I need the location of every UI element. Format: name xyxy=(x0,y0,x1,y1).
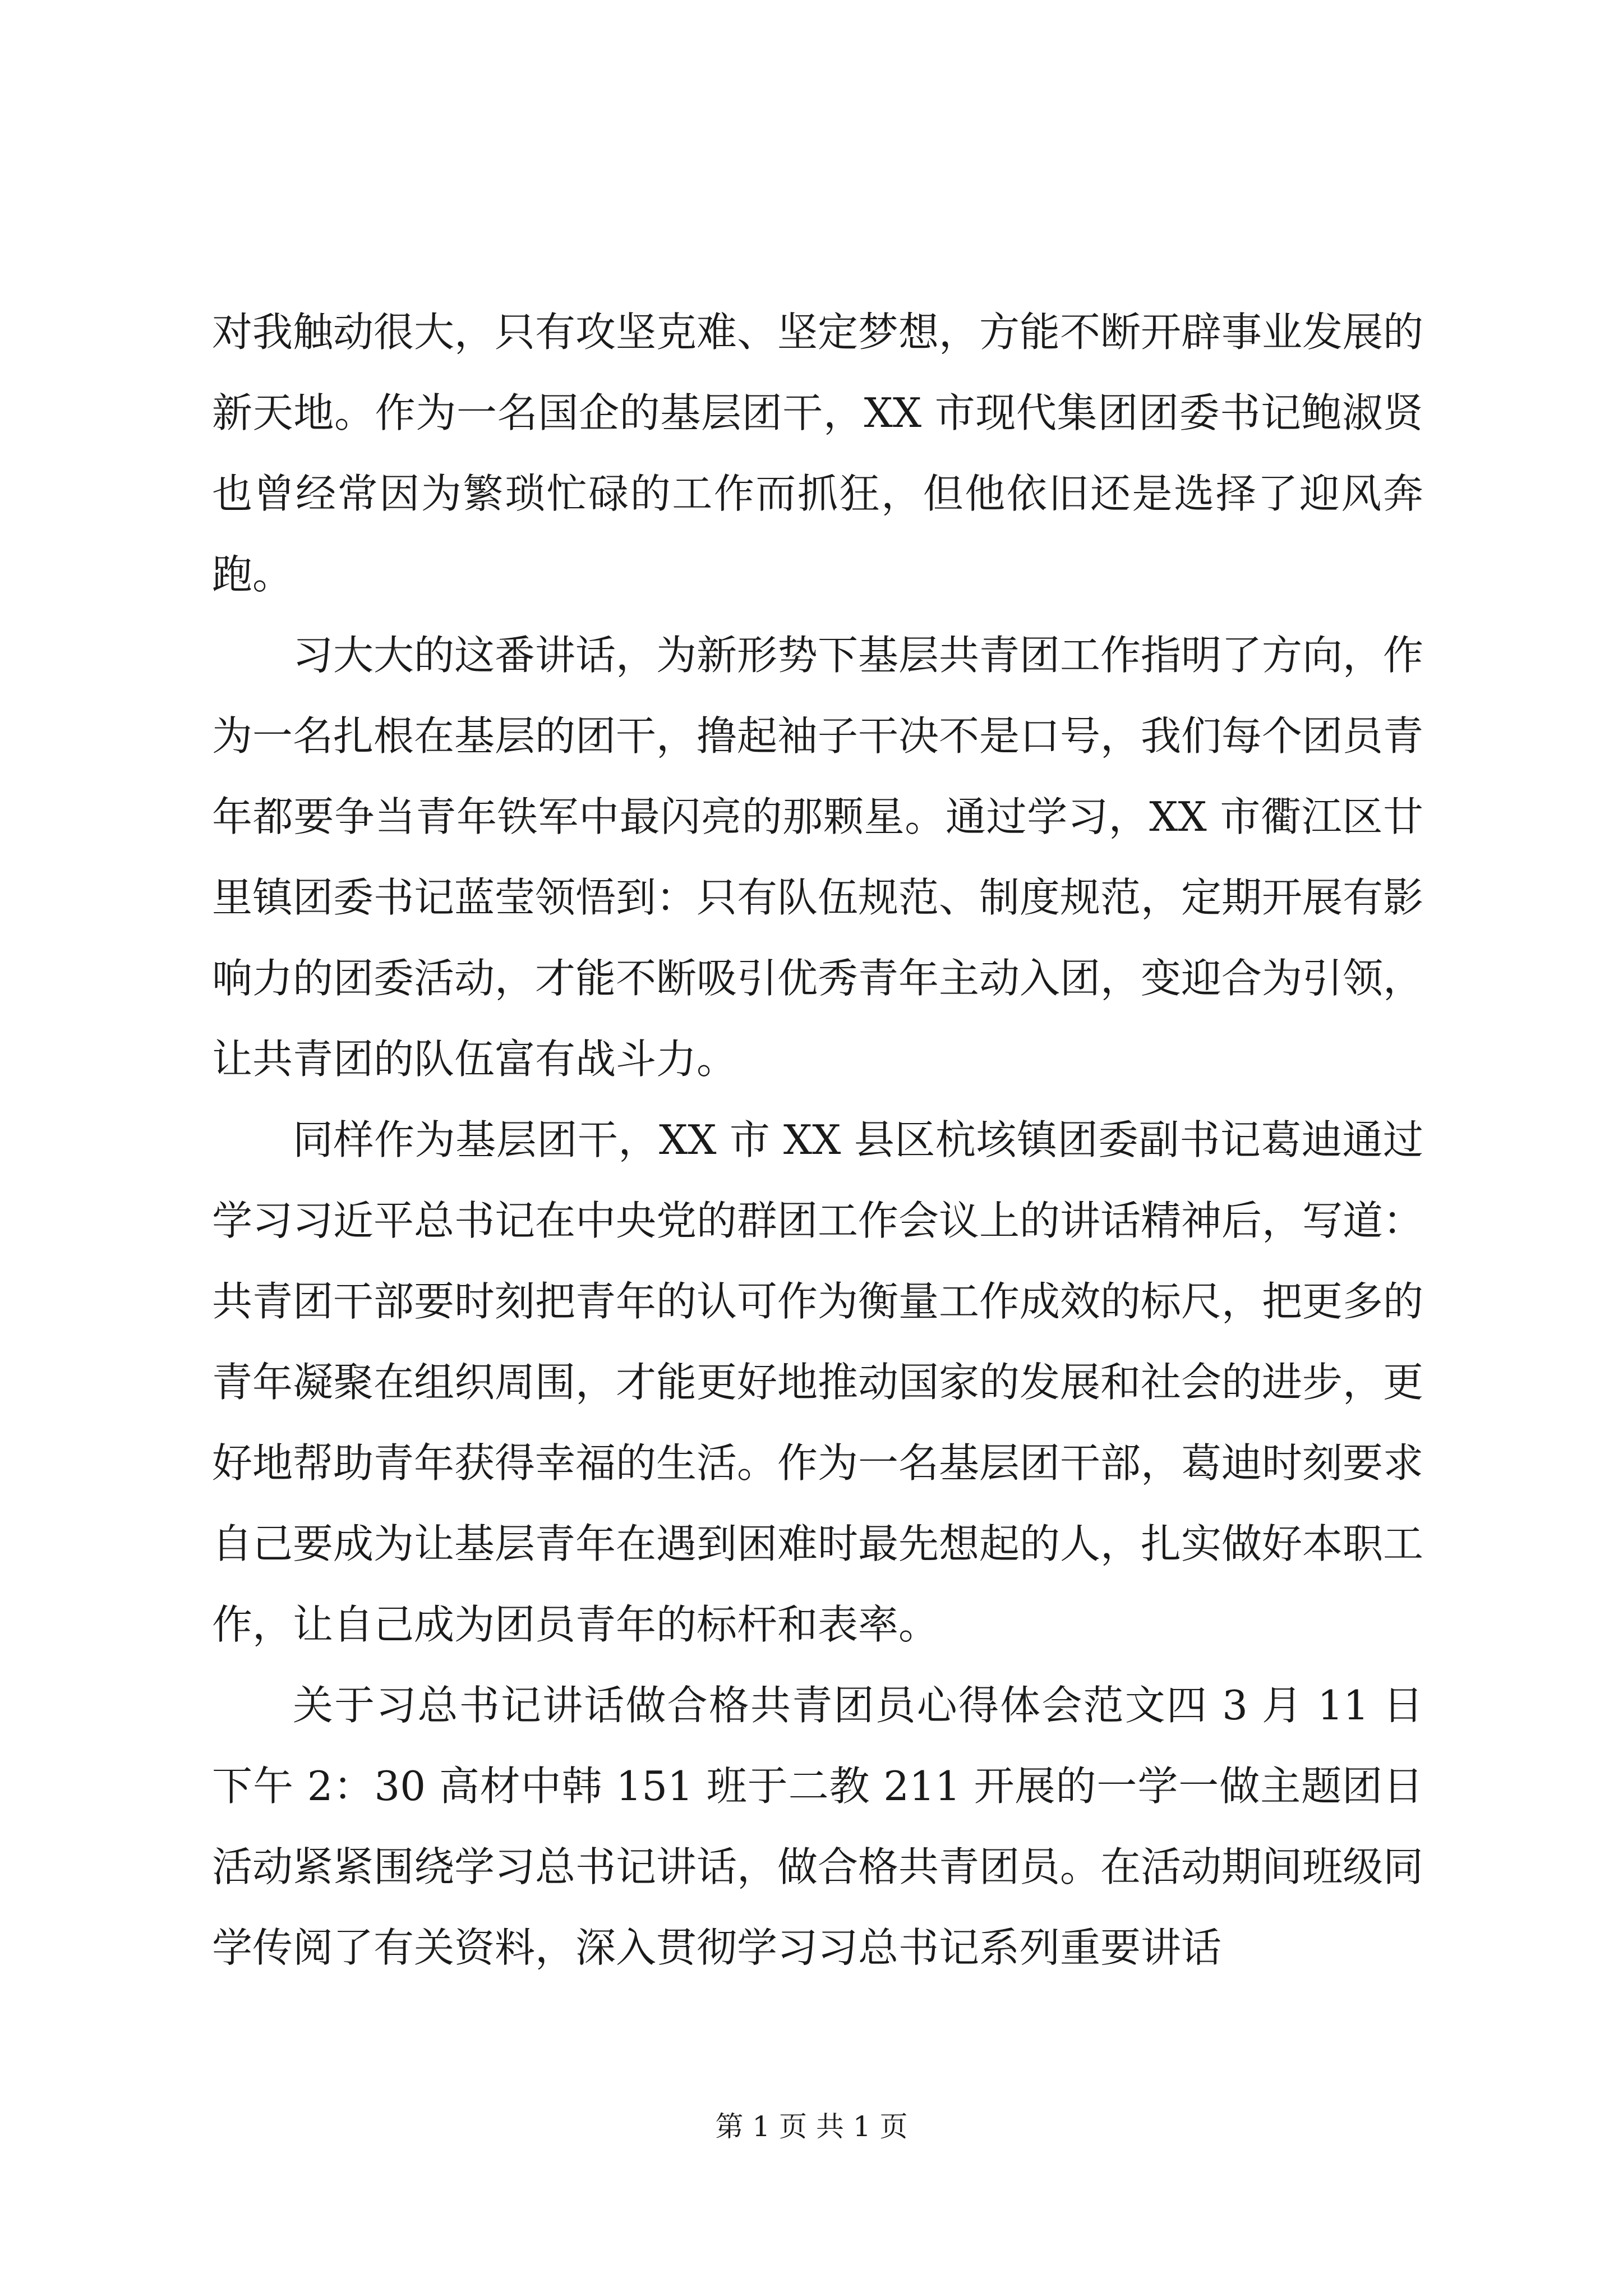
paragraph-2: 习大大的这番讲话，为新形势下基层共青团工作指明了方向，作为一名扎根在基层的团干，撸起袖子干决不是口号，我们每个团员青年都要争当青年铁军中最闪亮的那颗星。通过学习，XX 市衢江区廿里镇团委书记蓝莹领悟到：只有队伍规范、制度规范，定期开展有影响力的团委活动，才能不断吸引优秀青年主动入团，变迎合为引领，让共青团的队伍富有战斗力。 xyxy=(212,632,1424,1083)
paragraph-4: 关于习总书记讲话做合格共青团员心得体会范文四 3 月 11 日下午 2：30 高材中韩 151 班于二教 211 开展的一学一做主题团日活动紧紧围绕学习总书记讲话，做合格共青团员。在活动期间班级同学传阅了有关资料，深入贯彻学习习总书记系列重要讲话 xyxy=(212,1682,1424,1971)
paragraph-3: 同样作为基层团干，XX 市 XX 县区杭垓镇团委副书记葛迪通过学习习近平总书记在中央党的群团工作会议上的讲话精神后，写道：共青团干部要时刻把青年的认可作为衡量工作成效的标尺，把更多的青年凝聚在组织周围，才能更好地推动国家的发展和社会的进步，更好地帮助青年获得幸福的生活。作为一名基层团干部，葛迪时刻要求自己要成为让基层青年在遇到困难时最先想起的人，扎实做好本职工作，让自己成为团员青年的标杆和表率。 xyxy=(212,1116,1424,1648)
paragraph-1: 对我触动很大，只有攻坚克难、坚定梦想，方能不断开辟事业发展的新天地。作为一名国企的基层团干，XX 市现代集团团委书记鲍淑贤也曾经常因为繁琐忙碌的工作而抓狂，但他依旧还是选择了迎风奔跑。 xyxy=(212,309,1424,598)
page-footer: 第 1 页 共 1 页 xyxy=(715,2110,908,2143)
document-body xyxy=(212,292,1423,1988)
